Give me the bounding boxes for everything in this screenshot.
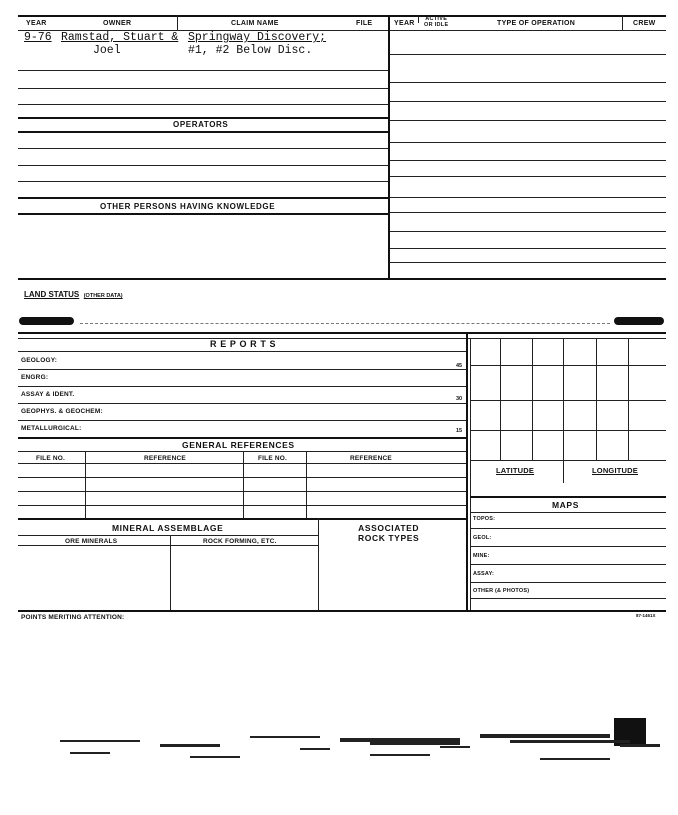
header-crew: CREW [633, 20, 656, 27]
gen-ref-reference-1: REFERENCE [144, 455, 186, 462]
header-claim-name: CLAIM NAME [231, 20, 279, 27]
map-topos: TOPOS: [473, 516, 496, 522]
longitude-label: LONGITUDE [592, 466, 638, 475]
scale-30: 30 [456, 396, 463, 402]
latitude-label: LATITUDE [496, 466, 535, 475]
report-metallurgical: METALLURGICAL: [21, 425, 82, 432]
scale-15: 15 [456, 428, 463, 434]
map-other: OTHER (& PHOTOS) [473, 588, 530, 594]
gen-ref-file-no-1: FILE NO. [36, 455, 66, 462]
rock-forming-col: ROCK FORMING, ETC. [203, 538, 277, 545]
other-persons-heading: OTHER PERSONS HAVING KNOWLEDGE [100, 202, 276, 211]
maps-heading: MAPS [552, 500, 579, 510]
form-number: 87-1461X [636, 613, 656, 618]
associated-label: ASSOCIATED [358, 523, 420, 533]
header-active-idle [424, 16, 448, 28]
gen-ref-reference-2: REFERENCE [350, 455, 392, 462]
scan-mark-left [19, 317, 74, 325]
entry-claim-line1: Springway Discovery; [188, 31, 327, 44]
report-assay: ASSAY & IDENT. [21, 391, 75, 398]
header-active: ACTIVE [425, 16, 448, 22]
mineral-assemblage-heading: MINERAL ASSEMBLAGE [112, 523, 224, 533]
map-geol: GEOL: [473, 535, 492, 541]
header-type-of-operation: TYPE OF OPERATION [497, 20, 576, 27]
entry-owner-line1: Ramstad, Stuart & [61, 31, 179, 44]
map-mine: MINE: [473, 553, 490, 559]
associated-rock-types [358, 523, 419, 543]
rock-types-label: ROCK TYPES [358, 533, 420, 543]
entry-owner-line2: Joel [93, 44, 121, 57]
general-references-heading: GENERAL REFERENCES [182, 440, 295, 450]
ore-minerals-col: ORE MINERALS [65, 538, 118, 545]
header-owner: OWNER [103, 20, 132, 27]
land-status-heading [24, 284, 123, 302]
header-year-right: YEAR [394, 20, 415, 27]
scan-noise-band [40, 718, 668, 773]
header-file: FILE [356, 20, 373, 27]
reports-heading: R E P O R T S [210, 339, 277, 349]
report-geology: GEOLOGY: [21, 357, 58, 364]
entry-year: 9-76 [24, 31, 52, 44]
header-or-idle: OR IDLE [424, 22, 449, 28]
header-year: YEAR [26, 20, 47, 27]
gen-ref-file-no-2: FILE NO. [258, 455, 288, 462]
report-engrg: ENGRG: [21, 374, 49, 381]
map-assay: ASSAY: [473, 571, 495, 577]
scale-45: 45 [456, 363, 463, 369]
scan-noise-specks [60, 734, 660, 760]
scan-mark-right [614, 317, 664, 325]
scan-noise-svg [40, 718, 668, 773]
operators-heading: OPERATORS [173, 120, 229, 129]
points-meriting-attention: POINTS MERITING ATTENTION: [21, 614, 125, 621]
land-status-label: LAND STATUS [24, 290, 80, 299]
report-geophys: GEOPHYS. & GEOCHEM: [21, 408, 103, 415]
entry-claim-line2: #1, #2 Below Disc. [188, 44, 313, 57]
land-status-sublabel: (OTHER DATA) [83, 293, 123, 299]
